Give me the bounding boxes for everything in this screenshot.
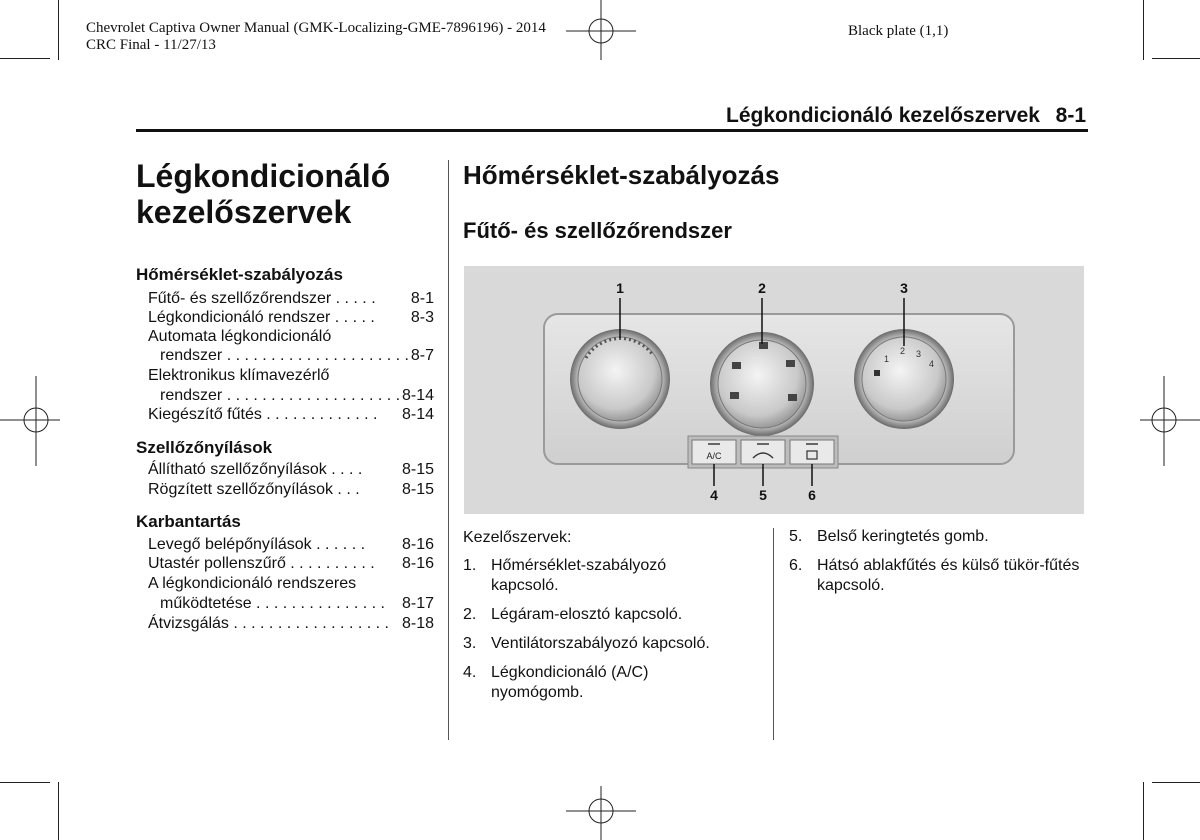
crop-mark — [58, 782, 59, 840]
button-led — [757, 443, 769, 445]
toc-heading: Szellőzőnyílások — [136, 438, 273, 457]
registration-mark — [566, 0, 636, 60]
climate-control-figure — [464, 266, 1084, 514]
chapter-title-line2: kezelőszervek — [136, 194, 352, 230]
figure-callout: 6 — [808, 487, 816, 503]
crop-mark — [1152, 58, 1200, 59]
subsection-heading: Fűtő- és szellőzőrendszer — [463, 218, 732, 243]
figure-callout: 3 — [900, 280, 908, 296]
list-item: 1. Hőmérséklet-szabályozó kapcsoló. — [463, 557, 667, 594]
vent-mode-icon — [730, 392, 739, 399]
header-rule — [136, 129, 1088, 132]
list-item: 4. Légkondicionáló (A/C) nyomógomb. — [463, 664, 649, 701]
crop-mark — [0, 58, 50, 59]
column-divider — [448, 160, 449, 740]
fan-speed-number: 1 — [884, 354, 890, 364]
chapter-title-line1: Légkondicionáló — [136, 158, 391, 194]
figure-callout: 4 — [710, 487, 718, 503]
temperature-knob[interactable] — [578, 337, 662, 421]
vent-mode-icon — [786, 360, 795, 367]
ac-button-label: A/C — [706, 451, 722, 461]
list-item: 6. Hátsó ablakfűtés és külső tükör-fűtés kapcsoló. — [789, 557, 1080, 594]
fan-speed-number: 3 — [916, 349, 922, 359]
button-led — [708, 443, 720, 445]
figure-callout: 1 — [616, 280, 624, 296]
vent-mode-icon — [759, 342, 768, 349]
toc-heading: Karbantartás — [136, 512, 241, 531]
running-header-title: Légkondicionáló kezelőszervek — [726, 104, 1040, 127]
registration-mark — [0, 376, 60, 466]
figure-callout: 5 — [759, 487, 767, 503]
air-distribution-knob[interactable] — [718, 340, 806, 428]
section-heading: Hőmérséklet-szabályozás — [463, 160, 780, 190]
crop-mark — [58, 0, 59, 60]
controls-intro: Kezelőszervek: — [463, 529, 572, 546]
defrost-icon — [788, 394, 797, 401]
list-item: 3. Ventilátorszabályozó kapcsoló. — [463, 635, 710, 652]
vent-mode-icon — [732, 362, 741, 369]
plate-label: Black plate (1,1) — [848, 23, 949, 39]
list-item: 5. Belső keringtetés gomb. — [789, 528, 989, 545]
print-info-line: Chevrolet Captiva Owner Manual (GMK-Localizing-GME-7896196) - 2014 — [86, 20, 546, 36]
fan-speed-number: 4 — [929, 359, 935, 369]
list-item: 2. Légáram-elosztó kapcsoló. — [463, 606, 683, 623]
crop-mark — [1152, 782, 1200, 783]
registration-mark — [1140, 376, 1200, 466]
page-number: 8-1 — [1055, 104, 1086, 127]
crop-mark — [0, 782, 50, 783]
print-info-date: CRC Final - 11/27/13 — [86, 37, 216, 53]
registration-mark — [566, 786, 636, 840]
fan-off-icon — [874, 370, 880, 376]
button-led — [806, 443, 818, 445]
figure-callout: 2 — [758, 280, 766, 296]
crop-mark — [1143, 0, 1144, 60]
column-divider — [773, 528, 774, 740]
toc-heading: Hőmérséklet-szabályozás — [136, 265, 343, 284]
crop-mark — [1143, 782, 1144, 840]
fan-speed-number: 2 — [900, 346, 906, 356]
